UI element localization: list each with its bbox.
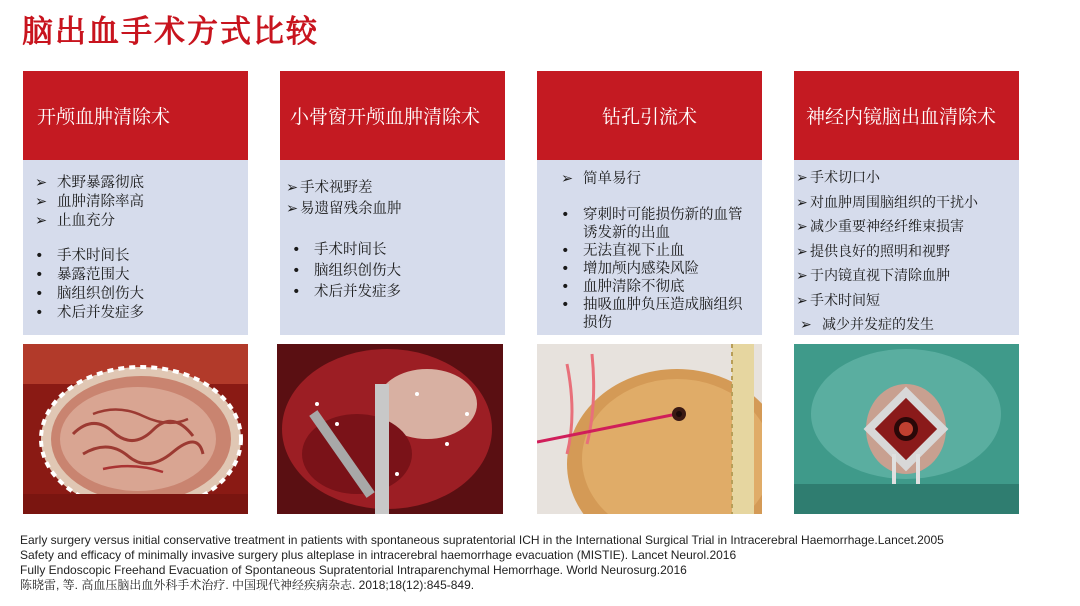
small-bone-window-photo bbox=[277, 344, 503, 514]
arrow-bullet-icon: ➢ bbox=[35, 194, 48, 210]
arrow-bullet-icon: ➢ bbox=[796, 219, 808, 235]
list-item: ➢ 手术切口小 bbox=[796, 166, 1011, 191]
list-item: • 手术时间长 bbox=[35, 248, 130, 264]
reference-line: Fully Endoscopic Freehand Evacuation of Spontaneous Supratentorial Intraparenchymal Hemorrhage. World Neurosurg.2016 bbox=[20, 563, 687, 577]
list-item: • 暴露范围大 bbox=[35, 267, 130, 283]
list-item: • 脑组织创伤大 bbox=[35, 286, 144, 302]
list-item: ➢ 减少重要神经纤维束损害 bbox=[796, 215, 1011, 240]
arrow-bullet-icon: ➢ bbox=[286, 201, 299, 217]
method-column-endoscopic bbox=[794, 71, 1019, 335]
arrow-bullet-icon: ➢ bbox=[800, 317, 812, 333]
arrow-bullet-icon: ➢ bbox=[286, 180, 299, 196]
dot-bullet-icon: • bbox=[561, 207, 570, 223]
dot-bullet-icon: • bbox=[292, 242, 301, 258]
arrow-bullet-icon: ➢ bbox=[35, 213, 48, 229]
craniotomy-photo bbox=[23, 344, 248, 514]
list-item: • 无法直视下止血 bbox=[561, 243, 685, 259]
list-item: • 增加颅内感染风险 bbox=[561, 261, 699, 277]
list-item: • 术后并发症多 bbox=[286, 282, 497, 303]
list-item: • 血肿清除不彻底 bbox=[561, 279, 685, 295]
column-header: 开颅血肿清除术 bbox=[23, 71, 248, 160]
dot-bullet-icon: • bbox=[292, 284, 301, 300]
column-header: 小骨窗开颅血肿清除术 bbox=[280, 71, 505, 160]
list-item: ➢ 提供良好的照明和视野 bbox=[796, 240, 1011, 265]
dot-bullet-icon: • bbox=[35, 305, 44, 321]
dot-bullet-icon: • bbox=[561, 243, 570, 259]
reference-line: 陈晓雷, 等. 高血压脑出血外科手术治疗. 中国现代神经疾病杂志. 2018;18(12):845-849. bbox=[20, 578, 475, 592]
list-item: • 抽吸血肿负压造成脑组织损伤 bbox=[561, 297, 743, 331]
method-column-craniotomy bbox=[23, 71, 248, 335]
column-header: 钻孔引流术 bbox=[537, 71, 762, 160]
list-item: ➢ 于内镜直视下清除血肿 bbox=[796, 264, 1011, 289]
column-list bbox=[280, 160, 505, 335]
endoscopic-photo bbox=[794, 344, 1019, 514]
dot-bullet-icon: • bbox=[292, 263, 301, 279]
list-item: ➢ 减少并发症的发生 bbox=[796, 313, 1011, 335]
drilling-drainage-photo bbox=[537, 344, 762, 514]
list-item: ➢ 对血肿周围脑组织的干扰小 bbox=[796, 191, 1011, 216]
column-list bbox=[23, 160, 248, 335]
arrow-bullet-icon: ➢ bbox=[796, 243, 808, 260]
list-item: ➢ 简单易行 bbox=[561, 171, 641, 187]
column-list bbox=[794, 160, 1019, 335]
dot-bullet-icon: • bbox=[561, 297, 570, 313]
list-item: • 手术时间长 bbox=[286, 240, 497, 261]
column-header: 神经内镜脑出血清除术 bbox=[794, 71, 1019, 160]
arrow-bullet-icon: ➢ bbox=[796, 292, 808, 309]
list-item: ➢ 血肿清除率高 bbox=[35, 194, 144, 210]
arrow-bullet-icon: ➢ bbox=[796, 268, 808, 284]
list-item: ➢ 易遗留残余血肿 bbox=[286, 199, 497, 220]
method-column-drilling-drainage bbox=[537, 71, 762, 335]
references bbox=[20, 533, 944, 593]
arrow-bullet-icon: ➢ bbox=[561, 171, 574, 187]
arrow-bullet-icon: ➢ bbox=[35, 175, 48, 191]
column-list bbox=[537, 160, 762, 335]
list-item: • 术后并发症多 bbox=[35, 305, 144, 321]
arrow-bullet-icon: ➢ bbox=[796, 170, 808, 186]
dot-bullet-icon: • bbox=[35, 248, 44, 264]
list-item: ➢ 止血充分 bbox=[35, 213, 115, 229]
page-title: 脑出血手术方式比较 bbox=[22, 14, 319, 50]
arrow-bullet-icon: ➢ bbox=[796, 194, 808, 211]
reference-line: Safety and efficacy of minimally invasive surgery plus alteplase in intracerebral haemorrhage evacuation (MISTIE). Lancet Neurol.2016 bbox=[20, 548, 737, 562]
list-item: ➢ 手术时间短 bbox=[796, 289, 1011, 314]
list-item: ➢ 手术视野差 bbox=[286, 178, 497, 199]
dot-bullet-icon: • bbox=[35, 286, 44, 302]
list-item: • 穿刺时可能损伤新的血管诱发新的出血 bbox=[561, 207, 743, 241]
method-column-small-bone-window bbox=[280, 71, 505, 335]
dot-bullet-icon: • bbox=[561, 261, 570, 277]
list-item: • 脑组织创伤大 bbox=[286, 261, 497, 282]
dot-bullet-icon: • bbox=[35, 267, 44, 283]
list-item: ➢ 术野暴露彻底 bbox=[35, 175, 144, 191]
reference-line: Early surgery versus initial conservative treatment in patients with spontaneous supratentorial ICH in the International Surgical Trial in Intracerebral Haemorrhage.Lancet.2005 bbox=[20, 533, 944, 547]
dot-bullet-icon: • bbox=[561, 279, 570, 295]
